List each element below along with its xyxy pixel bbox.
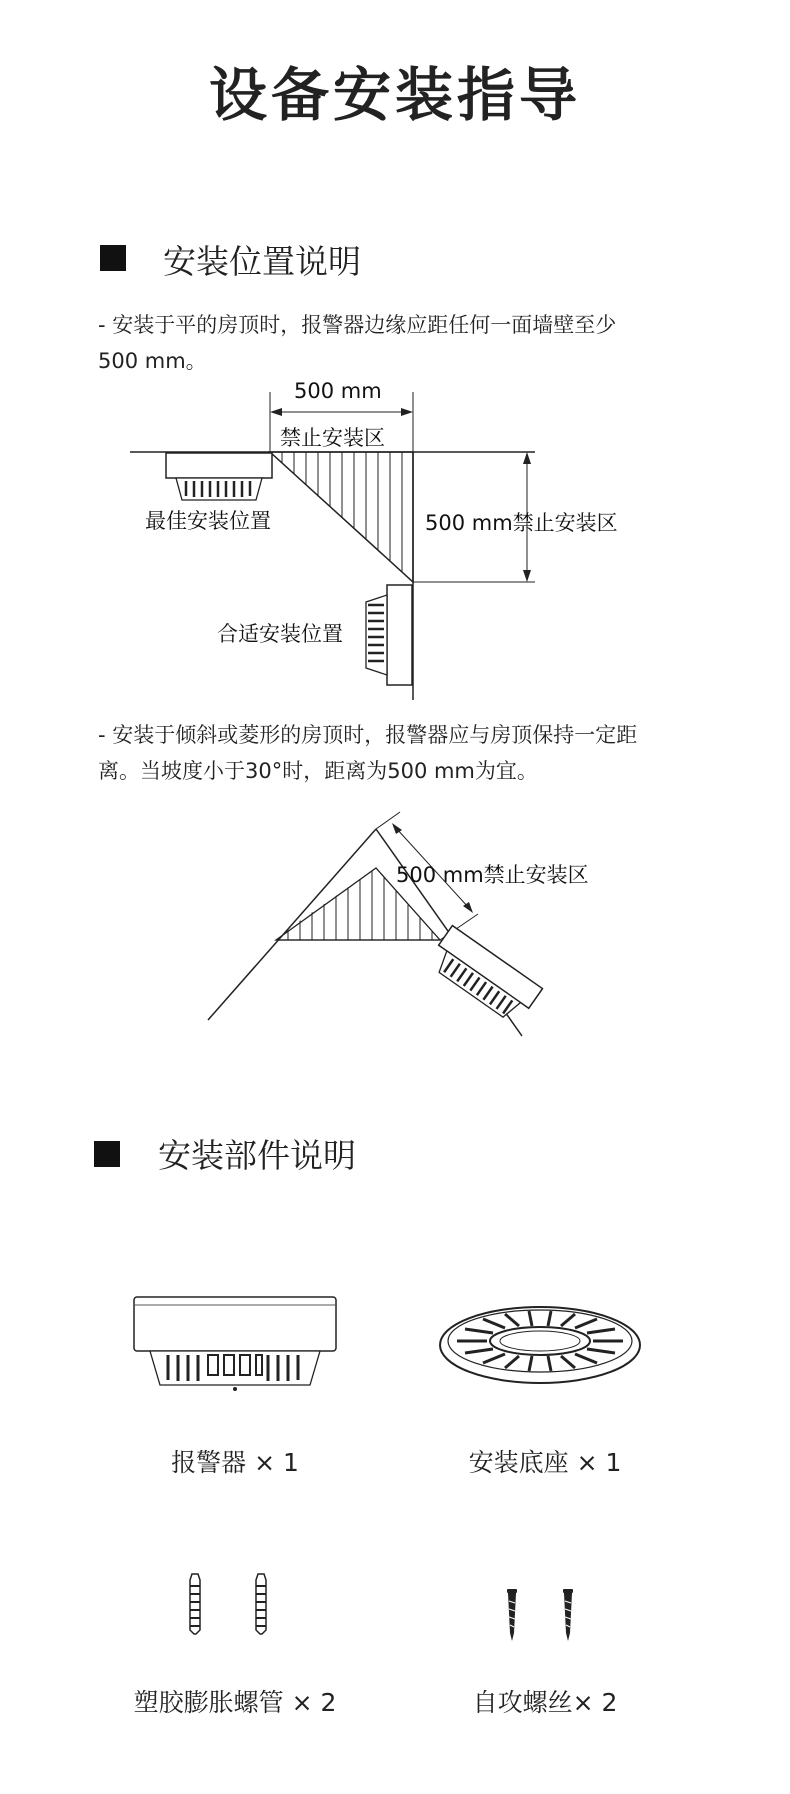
forbidden-zone-label: 禁止安装区 [280, 426, 385, 450]
sloped-alarm-icon [426, 926, 542, 1027]
part-label-base: 安装底座 × 1 [468, 1448, 622, 1477]
suitable-position-label: 合适安装位置 [217, 622, 343, 646]
mounting-base-icon [435, 1295, 645, 1395]
section-marker [100, 245, 126, 271]
paragraph-2-line-2: 离。当坡度小于30°时，距离为500 mm为宜。 [98, 759, 538, 783]
vertical-forbidden-label: 500 mm禁止安装区 [425, 511, 618, 535]
slope-forbidden-label: 500 mm禁止安装区 [396, 863, 589, 887]
section1-title: 安装位置说明 [163, 242, 361, 281]
best-position-label: 最佳安装位置 [145, 509, 271, 533]
paragraph-1-line-2: 500 mm。 [98, 349, 207, 373]
part-label-alarm: 报警器 × 1 [171, 1448, 299, 1477]
flat-ceiling-diagram [0, 375, 790, 710]
section-marker [94, 1141, 120, 1167]
tapping-screw-icon [500, 1585, 590, 1645]
part-label-screw: 自攻螺丝× 2 [472, 1688, 618, 1717]
wall-anchor-icon [180, 1570, 290, 1640]
smoke-alarm-icon [120, 1285, 350, 1395]
page-title: 设备安装指导 [208, 61, 581, 129]
wall-alarm-icon [366, 585, 412, 685]
sloped-ceiling-diagram [0, 810, 790, 1070]
ceiling-alarm-icon [166, 453, 272, 500]
paragraph-2-line-1: - 安装于倾斜或菱形的房顶时，报警器应与房顶保持一定距 [98, 723, 638, 747]
part-label-anchor: 塑胶膨胀螺管 × 2 [133, 1688, 337, 1717]
width-dimension-label: 500 mm [294, 379, 382, 403]
section2-title: 安装部件说明 [158, 1136, 356, 1175]
paragraph-1-line-1: - 安装于平的房顶时，报警器边缘应距任何一面墙壁至少 [98, 313, 617, 337]
